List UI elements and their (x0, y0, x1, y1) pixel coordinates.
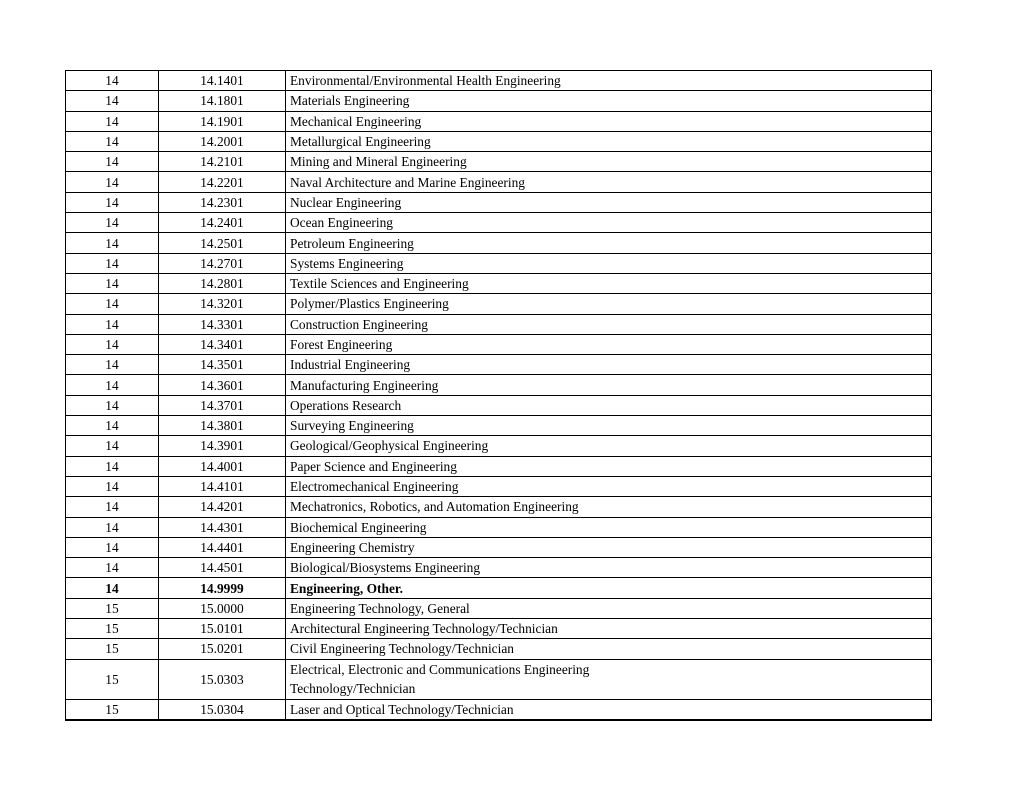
title-cell: Engineering Technology, General (286, 598, 932, 618)
table-row (66, 598, 932, 618)
code-cell: 14.4401 (159, 537, 286, 557)
code-cell: 14.2101 (159, 152, 286, 172)
table-row (66, 558, 932, 578)
title-cell: Manufacturing Engineering (286, 375, 932, 395)
family-cell: 14 (66, 558, 159, 578)
family-cell: 14 (66, 456, 159, 476)
title-cell: Environmental/Environmental Health Engineering (286, 71, 932, 91)
family-cell: 14 (66, 578, 159, 598)
title-cell: Petroleum Engineering (286, 233, 932, 253)
code-cell: 14.3301 (159, 314, 286, 334)
family-cell: 14 (66, 192, 159, 212)
title-cell: Forest Engineering (286, 334, 932, 354)
table-row (66, 111, 932, 131)
family-cell: 15 (66, 659, 159, 699)
table-row (66, 334, 932, 354)
title-cell: Polymer/Plastics Engineering (286, 294, 932, 314)
title-cell: Construction Engineering (286, 314, 932, 334)
title-cell: Biological/Biosystems Engineering (286, 558, 932, 578)
code-cell: 14.2001 (159, 131, 286, 151)
family-cell: 14 (66, 91, 159, 111)
table-row (66, 619, 932, 639)
title-cell: Laser and Optical Technology/Technician (286, 699, 932, 719)
table-row (66, 639, 932, 659)
family-cell: 14 (66, 436, 159, 456)
code-cell: 14.1401 (159, 71, 286, 91)
title-cell: Mechatronics, Robotics, and Automation Engineering (286, 497, 932, 517)
title-cell: Industrial Engineering (286, 355, 932, 375)
family-cell: 14 (66, 355, 159, 375)
code-cell: 14.1901 (159, 111, 286, 131)
title-cell: Geological/Geophysical Engineering (286, 436, 932, 456)
table-row (66, 131, 932, 151)
table-row (66, 476, 932, 496)
table-row (66, 456, 932, 476)
code-cell: 14.2301 (159, 192, 286, 212)
code-cell: 15.0201 (159, 639, 286, 659)
title-cell: Naval Architecture and Marine Engineering (286, 172, 932, 192)
code-cell: 14.3701 (159, 395, 286, 415)
table-row (66, 517, 932, 537)
title-cell: Paper Science and Engineering (286, 456, 932, 476)
family-cell: 14 (66, 273, 159, 293)
table-row (66, 497, 932, 517)
title-cell: Mining and Mineral Engineering (286, 152, 932, 172)
code-cell: 15.0304 (159, 699, 286, 719)
cip-code-table (65, 70, 932, 720)
title-cell: Architectural Engineering Technology/Technician (286, 619, 932, 639)
family-cell: 15 (66, 619, 159, 639)
family-cell: 14 (66, 476, 159, 496)
family-cell: 14 (66, 497, 159, 517)
code-cell: 14.2501 (159, 233, 286, 253)
table-row (66, 273, 932, 293)
table-row (66, 537, 932, 557)
table-row (66, 172, 932, 192)
code-cell: 14.2201 (159, 172, 286, 192)
cip-table-body (66, 71, 932, 720)
family-cell: 14 (66, 253, 159, 273)
code-cell: 14.2801 (159, 273, 286, 293)
family-cell: 14 (66, 172, 159, 192)
title-cell: Electrical, Electronic and Communications Engineering Technology/Technician (286, 659, 932, 699)
family-cell: 14 (66, 111, 159, 131)
code-cell: 14.3501 (159, 355, 286, 375)
code-cell: 14.1801 (159, 91, 286, 111)
family-cell: 14 (66, 517, 159, 537)
family-cell: 14 (66, 334, 159, 354)
family-cell: 15 (66, 639, 159, 659)
title-cell: Ocean Engineering (286, 213, 932, 233)
code-cell: 14.4201 (159, 497, 286, 517)
code-cell: 14.2701 (159, 253, 286, 273)
title-cell: Nuclear Engineering (286, 192, 932, 212)
code-cell: 14.3901 (159, 436, 286, 456)
code-cell: 14.4001 (159, 456, 286, 476)
code-cell: 14.3601 (159, 375, 286, 395)
table-row (66, 213, 932, 233)
family-cell: 15 (66, 699, 159, 719)
family-cell: 14 (66, 375, 159, 395)
table-row (66, 699, 932, 719)
code-cell: 14.3801 (159, 416, 286, 436)
title-cell: Civil Engineering Technology/Technician (286, 639, 932, 659)
family-cell: 14 (66, 395, 159, 415)
title-cell: Systems Engineering (286, 253, 932, 273)
title-cell: Mechanical Engineering (286, 111, 932, 131)
title-cell: Electromechanical Engineering (286, 476, 932, 496)
family-cell: 15 (66, 598, 159, 618)
table-row (66, 375, 932, 395)
title-cell: Textile Sciences and Engineering (286, 273, 932, 293)
table-row (66, 395, 932, 415)
code-cell: 14.4301 (159, 517, 286, 537)
title-cell: Metallurgical Engineering (286, 131, 932, 151)
code-cell: 14.4501 (159, 558, 286, 578)
family-cell: 14 (66, 233, 159, 253)
family-cell: 14 (66, 71, 159, 91)
code-cell: 15.0303 (159, 659, 286, 699)
title-cell: Engineering Chemistry (286, 537, 932, 557)
table-row-summary (66, 578, 932, 598)
code-cell: 14.3401 (159, 334, 286, 354)
code-cell: 14.9999 (159, 578, 286, 598)
title-cell: Surveying Engineering (286, 416, 932, 436)
table-row (66, 253, 932, 273)
family-cell: 14 (66, 213, 159, 233)
code-cell: 15.0101 (159, 619, 286, 639)
family-cell: 14 (66, 131, 159, 151)
title-cell: Biochemical Engineering (286, 517, 932, 537)
title-cell: Operations Research (286, 395, 932, 415)
table-row (66, 294, 932, 314)
code-cell: 14.4101 (159, 476, 286, 496)
table-row (66, 71, 932, 91)
family-cell: 14 (66, 152, 159, 172)
family-cell: 14 (66, 294, 159, 314)
table-row (66, 91, 932, 111)
family-cell: 14 (66, 314, 159, 334)
table-row (66, 416, 932, 436)
table-row (66, 436, 932, 456)
family-cell: 14 (66, 416, 159, 436)
table-row (66, 233, 932, 253)
table-row (66, 192, 932, 212)
table-row (66, 355, 932, 375)
table-row (66, 314, 932, 334)
table-row (66, 659, 932, 699)
title-cell: Materials Engineering (286, 91, 932, 111)
code-cell: 15.0000 (159, 598, 286, 618)
table-row (66, 152, 932, 172)
code-cell: 14.3201 (159, 294, 286, 314)
family-cell: 14 (66, 537, 159, 557)
title-cell: Engineering, Other. (286, 578, 932, 598)
code-cell: 14.2401 (159, 213, 286, 233)
